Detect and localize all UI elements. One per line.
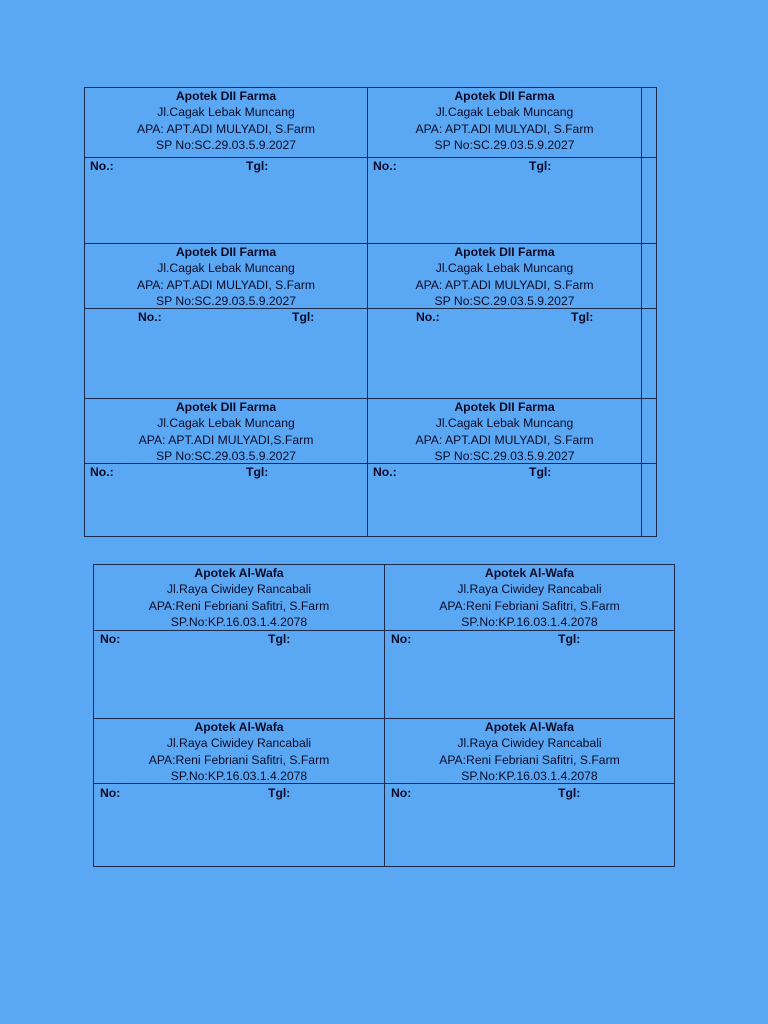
label-header — [368, 399, 641, 464]
pharmacy-name: Apotek DII Farma — [175, 400, 277, 414]
tgl-label: Tgl: — [571, 310, 594, 324]
pharmacy-name: Apotek Al-Wafa — [484, 720, 575, 734]
license-number: SP.No:KP.16.03.1.4.2078 — [461, 768, 598, 783]
label-header — [85, 399, 367, 464]
column-divider — [641, 88, 642, 536]
pharmacy-address: Jl.Cagak Lebak Muncang — [435, 105, 574, 120]
al-wafa-label-sheet — [93, 564, 675, 867]
pharmacist-apa: APA: APT.ADI MULYADI, S.Farm — [136, 121, 316, 136]
no-label: No: — [100, 786, 121, 800]
tgl-label: Tgl: — [529, 159, 552, 173]
label-header — [368, 88, 641, 153]
tgl-label: Tgl: — [246, 159, 269, 173]
label-header — [385, 565, 674, 630]
pharmacy-address: Jl.Cagak Lebak Muncang — [157, 261, 295, 276]
pharmacy-name: Apotek Al-Wafa — [194, 720, 284, 734]
label-header — [385, 719, 674, 784]
no-label: No: — [100, 632, 121, 646]
column-divider — [367, 88, 368, 536]
no-label: No: — [391, 632, 412, 646]
license-number: SP No:SC.29.03.5.9.2027 — [434, 293, 575, 308]
tgl-label: Tgl: — [292, 310, 315, 324]
license-number: SP.No:KP.16.03.1.4.2078 — [461, 614, 598, 629]
pharmacy-address: Jl.Raya Ciwidey Rancabali — [166, 582, 312, 597]
label-header — [85, 244, 367, 309]
label-header — [94, 565, 384, 630]
pharmacy-address: Jl.Cagak Lebak Muncang — [157, 105, 295, 120]
no-label: No.: — [373, 465, 397, 479]
pharmacy-name: Apotek DII Farma — [454, 400, 555, 414]
license-number: SP No:SC.29.03.5.9.2027 — [155, 293, 297, 308]
pharmacy-name: Apotek DII Farma — [454, 89, 555, 103]
pharmacist-apa: APA:Reni Febriani Safitri, S.Farm — [439, 598, 620, 613]
label-header — [94, 719, 384, 784]
license-number: SP.No:KP.16.03.1.4.2078 — [170, 614, 308, 629]
no-label: No: — [391, 786, 412, 800]
pharmacist-apa: APA:Reni Febriani Safitri, S.Farm — [148, 598, 330, 613]
tgl-label: Tgl: — [268, 632, 291, 646]
pharmacist-apa: APA: APT.ADI MULYADI, S.Farm — [415, 277, 594, 292]
pharmacist-apa: APA:Reni Febriani Safitri, S.Farm — [439, 752, 620, 767]
license-number: SP No:SC.29.03.5.9.2027 — [434, 448, 575, 463]
license-number: SP.No:KP.16.03.1.4.2078 — [170, 768, 308, 783]
dii-farma-label-sheet — [84, 87, 657, 537]
pharmacist-apa: APA: APT.ADI MULYADI,S.Farm — [138, 432, 314, 447]
license-number: SP No:SC.29.03.5.9.2027 — [155, 137, 297, 152]
no-label: No.: — [138, 310, 162, 324]
pharmacy-address: Jl.Cagak Lebak Muncang — [435, 416, 574, 431]
label-header — [368, 244, 641, 309]
pharmacist-apa: APA: APT.ADI MULYADI, S.Farm — [415, 432, 594, 447]
pharmacy-name: Apotek DII Farma — [454, 245, 555, 259]
license-number: SP No:SC.29.03.5.9.2027 — [434, 137, 575, 152]
pharmacy-address: Jl.Raya Ciwidey Rancabali — [166, 736, 312, 751]
no-label: No.: — [416, 310, 440, 324]
pharmacy-address: Jl.Cagak Lebak Muncang — [157, 416, 295, 431]
tgl-label: Tgl: — [558, 786, 581, 800]
no-label: No.: — [90, 159, 114, 173]
no-label: No.: — [373, 159, 397, 173]
pharmacy-name: Apotek Al-Wafa — [194, 566, 284, 580]
pharmacy-address: Jl.Cagak Lebak Muncang — [435, 261, 574, 276]
row-divider — [85, 157, 656, 158]
label-header — [85, 88, 367, 153]
pharmacy-address: Jl.Raya Ciwidey Rancabali — [457, 582, 602, 597]
pharmacist-apa: APA: APT.ADI MULYADI, S.Farm — [136, 277, 316, 292]
pharmacist-apa: APA:Reni Febriani Safitri, S.Farm — [148, 752, 330, 767]
pharmacist-apa: APA: APT.ADI MULYADI, S.Farm — [415, 121, 594, 136]
tgl-label: Tgl: — [558, 632, 581, 646]
pharmacy-name: Apotek DII Farma — [175, 245, 277, 259]
tgl-label: Tgl: — [246, 465, 269, 479]
tgl-label: Tgl: — [268, 786, 291, 800]
pharmacy-name: Apotek Al-Wafa — [484, 566, 575, 580]
pharmacy-address: Jl.Raya Ciwidey Rancabali — [457, 736, 602, 751]
no-label: No.: — [90, 465, 114, 479]
tgl-label: Tgl: — [529, 465, 552, 479]
pharmacy-name: Apotek DII Farma — [175, 89, 277, 103]
license-number: SP No:SC.29.03.5.9.2027 — [155, 448, 297, 463]
